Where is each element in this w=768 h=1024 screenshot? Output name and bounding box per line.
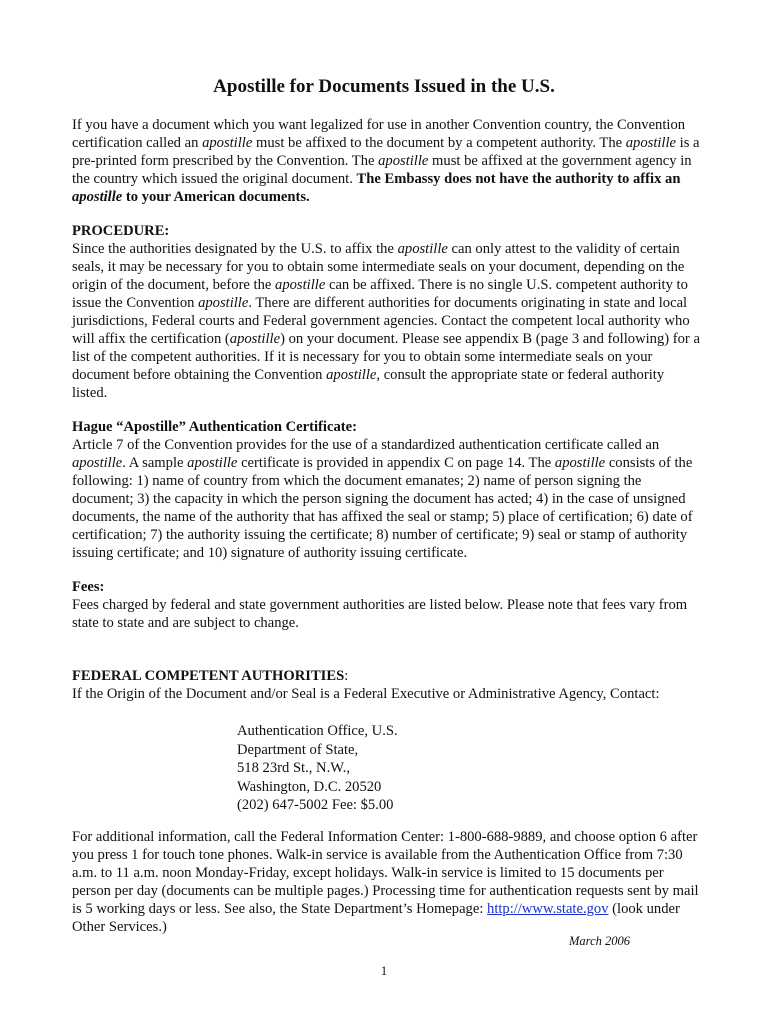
procedure-text: ) on your document. Please see appendix B (page 3 and following) for a list of the competent authorities. If it is necessary for you to obtain some intermediate seals on your document before obtaining the Convention <box>72 331 700 383</box>
federal-section <box>72 667 700 703</box>
intro-paragraph <box>72 116 700 206</box>
fees-paragraph: Fees charged by federal and state government authorities are listed below. Please note that fees vary from state to state and are subject to change. <box>72 597 688 631</box>
procedure-text: . There are different authorities for documents originating in state and local jurisdictions, Federal courts and Federal government agencies. Contact the competent local authority who will affix the certification ( <box>72 295 690 347</box>
apostille-term: apostille <box>187 455 238 471</box>
apostille-term: apostille <box>229 331 281 347</box>
apostille-term: apostille <box>326 367 377 383</box>
federal-heading: FEDERAL COMPETENT AUTHORITIES <box>72 668 345 684</box>
document-date: March 2006 <box>569 934 630 948</box>
apostille-term: apostille <box>275 277 326 293</box>
page-title: Apostille for Documents Issued in the U.S. <box>213 76 555 97</box>
hague-text: . A sample <box>122 455 188 471</box>
embassy-notice: The Embassy does not have the authority to affix an <box>356 171 681 187</box>
procedure-text: , consult the appropriate state or federal authority listed. <box>72 367 665 401</box>
page-number: 1 <box>380 964 388 978</box>
procedure-text: can only attest to the validity of certain seals, it may be necessary for you to obtain some intermediate seals on your document, depending on the origin of the document, before the <box>72 241 685 293</box>
apostille-term: apostille <box>72 189 123 205</box>
procedure-text: Since the authorities designated by the U.S. to affix the <box>72 241 398 257</box>
apostille-term: apostille <box>72 455 123 471</box>
additional-info-text: (look under Other Services.) <box>72 901 680 935</box>
additional-info-text: For additional information, call the Federal Information Center: 1-800-688-9889, and choose option 6 after you press 1 for touch tone phones. Walk-in service is available from the Authentication Office from 7:30 a.m. to 11 a.m. noon Monday-Friday, except holidays. Walk-in service is limited to 15 documents per person per day (documents can be multiple pages.) Processing time for authentication requests sent by mail is 5 working days or less. See also, the State Department’s Homepage: <box>72 829 699 917</box>
address-line: Department of State, <box>237 741 359 758</box>
fees-section <box>72 578 700 632</box>
embassy-notice: to your American documents. <box>122 189 310 205</box>
address-line: Washington, D.C. 20520 <box>237 778 382 795</box>
hague-paragraph <box>72 436 700 562</box>
apostille-term: apostille <box>625 135 677 151</box>
hague-text: certificate is provided in appendix C on page 14. The <box>237 455 555 471</box>
apostille-term: apostille <box>378 153 429 169</box>
procedure-heading: PROCEDURE: <box>72 223 170 239</box>
additional-info-paragraph <box>72 828 700 936</box>
address-line: Authentication Office, U.S. <box>237 723 398 739</box>
hague-section <box>72 418 700 562</box>
federal-paragraph: If the Origin of the Document and/or Seal is a Federal Executive or Administrative Agency, Contact: <box>72 686 660 702</box>
apostille-term: apostille <box>198 295 249 311</box>
apostille-term: apostille <box>397 241 448 257</box>
intro-text: If you have a document which you want legalized for use in another Convention country, the Convention certification called an <box>72 117 686 151</box>
apostille-term: apostille <box>202 135 253 151</box>
intro-text: must be affixed at the government agency in the country which issued the original document. <box>72 153 692 187</box>
intro-text: must be affixed to the document by a competent authority. The <box>252 135 626 151</box>
intro-text: is a pre-printed form prescribed by the Convention. The <box>72 135 700 169</box>
hague-heading: Hague “Apostille” Authentication Certificate: <box>72 419 357 435</box>
hague-text: consists of the following: 1) name of country from which the document emanates; 2) name of person signing the document; 3) the capacity in which the person signing the document has acted; 4) in the case of unsigned documents, the name of the authority that has affixed the seal or stamp; 5) place of certification; 6) date of certification; 7) the authority issuing the certificate; 8) number of certificate; 9) seal or stamp of authority issuing certificate; and 10) signature of authority issuing certificate. <box>72 455 693 561</box>
fees-heading: Fees: <box>72 579 105 595</box>
procedure-paragraph <box>72 240 700 402</box>
address-phone-fee: (202) 647-5002 Fee: $5.00 <box>237 797 394 814</box>
procedure-section <box>72 222 700 402</box>
procedure-text: can be affixed. There is no single U.S. competent authority to issue the Convention <box>72 277 688 311</box>
federal-heading-colon: : <box>344 668 349 684</box>
apostille-term: apostille <box>554 455 606 471</box>
authentication-office-address <box>237 722 537 815</box>
state-gov-link[interactable]: http://www.state.gov <box>487 901 609 917</box>
address-line: 518 23rd St., N.W., <box>237 760 350 777</box>
hague-text: Article 7 of the Convention provides for the use of a standardized authentication certificate called an <box>72 437 660 453</box>
